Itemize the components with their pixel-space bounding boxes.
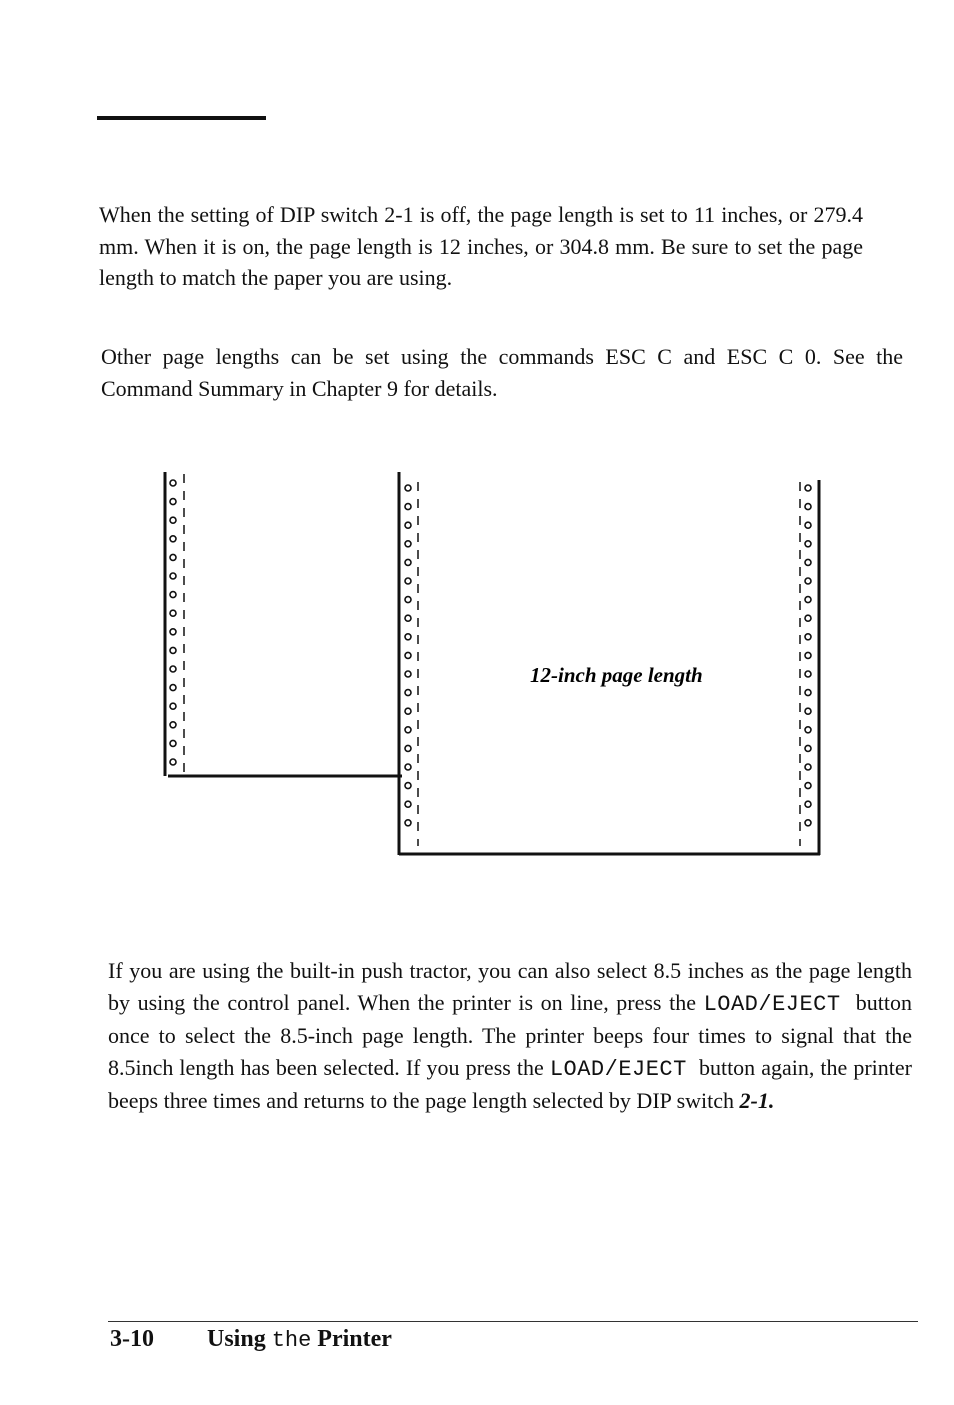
sprocket-hole	[805, 504, 811, 510]
sprocket-hole	[405, 634, 411, 640]
sprocket-hole	[805, 522, 811, 528]
paragraph-page-length-dip: When the setting of DIP switch 2-1 is off, the page length is set to 11 inches, or 279.4 mm. When it is on, the page length is 12 inches, or 304.8 mm. Be sure to set the page length to match the paper you are using.	[99, 202, 863, 290]
sprocket-hole	[805, 597, 811, 603]
sprocket-hole	[170, 722, 176, 728]
sprocket-hole	[805, 764, 811, 770]
footer-word-using: Using	[207, 1326, 266, 1352]
sprocket-hole	[405, 745, 411, 751]
section-heading-rule	[97, 116, 266, 120]
paragraph-text-1: If you are using the built-in push tractor, you can also select 8.5 inches as the page length by using the control panel. When the printer is on line, press the	[108, 958, 912, 1015]
sprocket-hole	[405, 727, 411, 733]
sprocket-hole	[405, 559, 411, 565]
sprocket-hole	[405, 597, 411, 603]
sprocket-hole	[405, 820, 411, 826]
paragraph-text-2: button once to select the 8.5-inch page length. The printer beeps four times to signal that the 8.5inch length has been selected. If you press the	[108, 989, 913, 1080]
sprocket-hole	[170, 480, 176, 486]
page-footer	[110, 1326, 392, 1353]
sprocket-hole	[170, 536, 176, 542]
sprocket-hole	[805, 615, 811, 621]
sprocket-hole	[170, 592, 176, 598]
paragraph-text-3: button again, the printer beeps three times and returns to the page length selected by DIP switch	[108, 1054, 913, 1113]
sprocket-hole	[805, 727, 811, 733]
sprocket-hole	[805, 652, 811, 658]
sprocket-hole	[805, 485, 811, 491]
sprocket-hole	[170, 740, 176, 746]
sprocket-hole	[805, 634, 811, 640]
sprocket-hole	[170, 685, 176, 691]
sprocket-hole	[405, 708, 411, 714]
sprocket-hole	[805, 708, 811, 714]
sprocket-holes-right	[805, 485, 811, 826]
footer-rule	[108, 1321, 918, 1322]
sprocket-hole	[805, 671, 811, 677]
diagram-label: 12-inch page length	[530, 663, 703, 687]
sprocket-hole	[170, 610, 176, 616]
sprocket-holes-short-page	[170, 480, 176, 765]
page-number: 3-10	[110, 1326, 154, 1352]
sprocket-hole	[805, 745, 811, 751]
sprocket-hole	[405, 485, 411, 491]
sprocket-hole	[170, 629, 176, 635]
sprocket-hole	[405, 671, 411, 677]
sprocket-hole	[170, 759, 176, 765]
short-page-sheet	[165, 472, 402, 776]
sprocket-hole	[805, 690, 811, 696]
sprocket-hole	[170, 554, 176, 560]
sprocket-hole	[170, 499, 176, 505]
sprocket-hole	[405, 801, 411, 807]
sprocket-hole	[405, 578, 411, 584]
sprocket-hole	[805, 783, 811, 789]
sprocket-hole	[805, 541, 811, 547]
dip-switch-ref: 2-1.	[739, 1088, 775, 1113]
sprocket-hole	[405, 783, 411, 789]
sprocket-hole	[405, 615, 411, 621]
sprocket-holes-left	[405, 485, 411, 826]
footer-word-the: the	[271, 1328, 312, 1353]
sprocket-hole	[405, 690, 411, 696]
sprocket-hole	[405, 541, 411, 547]
sprocket-hole	[170, 517, 176, 523]
sprocket-hole	[170, 703, 176, 709]
sprocket-hole	[170, 647, 176, 653]
paragraph-other-lengths: Other page lengths can be set using the commands ESC C and ESC C 0. See the Command Summary in Chapter 9 for details.	[101, 344, 903, 401]
load-eject-button-name-2: LOAD/EJECT	[549, 1056, 687, 1082]
sprocket-hole	[405, 522, 411, 528]
page-length-diagram	[0, 460, 954, 880]
sprocket-hole	[170, 666, 176, 672]
sprocket-hole	[405, 652, 411, 658]
load-eject-button-name: LOAD/EJECT	[703, 991, 841, 1017]
sprocket-hole	[405, 764, 411, 770]
sprocket-hole	[805, 820, 811, 826]
footer-word-printer: Printer	[317, 1326, 392, 1352]
sprocket-hole	[405, 504, 411, 510]
paragraph-push-tractor	[108, 955, 912, 1117]
sprocket-hole	[170, 573, 176, 579]
sprocket-hole	[805, 559, 811, 565]
sprocket-hole	[805, 578, 811, 584]
sprocket-hole	[805, 801, 811, 807]
